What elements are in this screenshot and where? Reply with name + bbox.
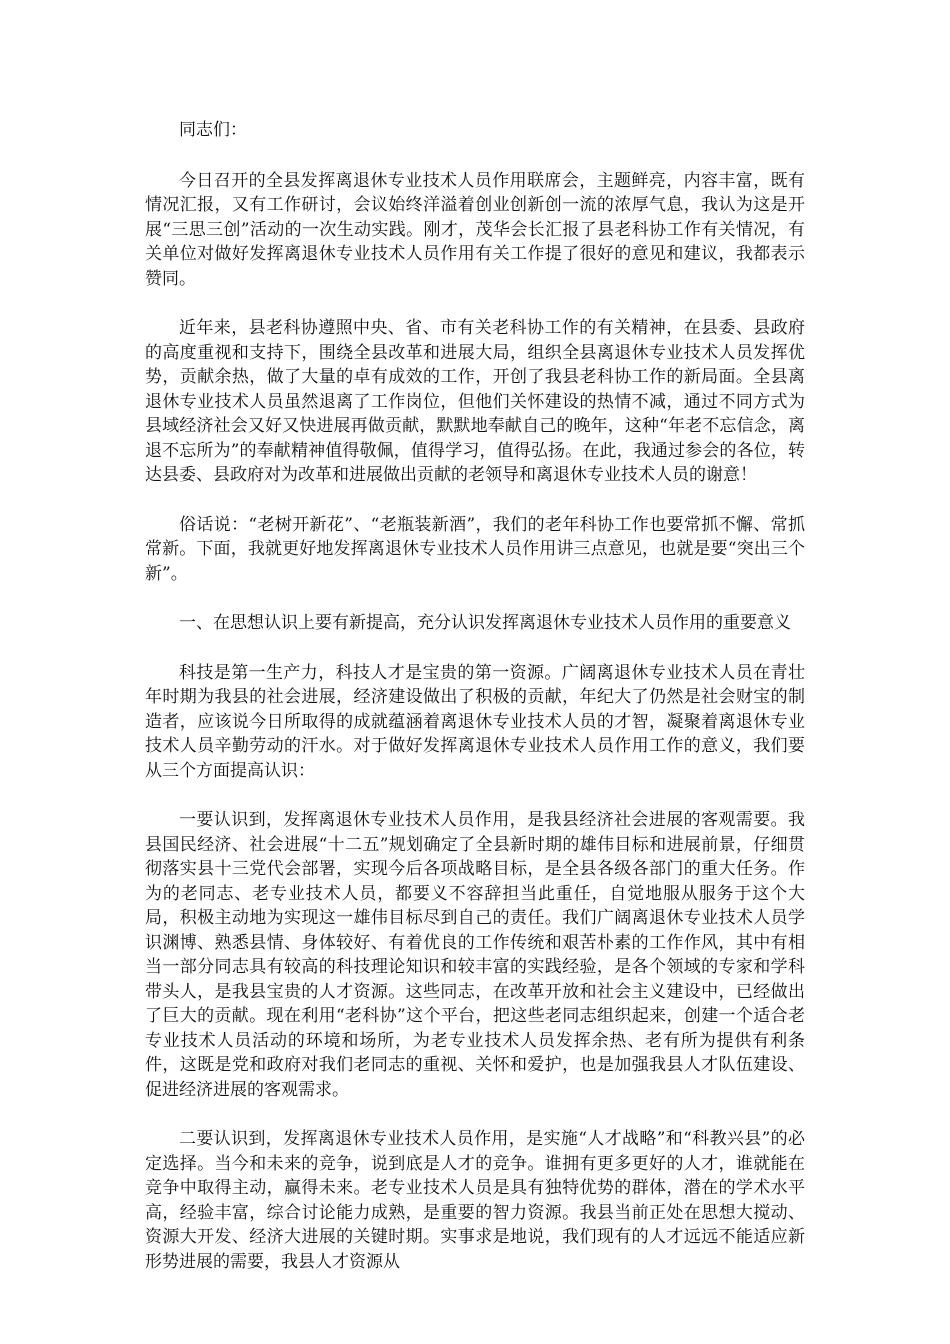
section-heading-one: 一、在思想认识上要有新提高，充分认识发挥离退休专业技术人员作用的重要意义 xyxy=(179,613,791,633)
salutation: 同志们： xyxy=(179,120,247,140)
paragraph-science-talent: 科技是第一生产力，科技人才是宝贵的第一资源。广阔离退休专业技术人员在青壮年时期为我县的社会进展，经济建设做出了积极的贡献，年纪大了仍然是社会财宝的制造者，应该说今日所取得的成就蕴涵着离退休专业技术人员的才智，凝聚着离退休专业技术人员辛勤劳动的汗水。对于做好发挥离退休专业技术人员作用工作的意义，我们要从三个方面提高认识： xyxy=(145,662,805,781)
paragraph-opening: 今日召开的全县发挥离退休专业技术人员作用联席会，主题鲜亮，内容丰富，既有情况汇报，又有工作研讨，会议始终洋溢着创业创新创一流的浓厚气息，我认为这是开展“三思三创”活动的一次生动实践。刚才，茂华会长汇报了县老科协工作有关情况，有关单位对做好发挥离退休专业技术人员作用有关工作提了很好的意见和建议，我都表示赞同。 xyxy=(145,170,805,289)
paragraph-first-recognition: 一要认识到，发挥离退休专业技术人员作用，是我县经济社会进展的客观需要。我县国民经济、社会进展“十二五”规划确定了全县新时期的雄伟目标和进展前景，仔细贯彻落实县十三党代会部署，实现今后各项战略目标，是全县各级各部门的重大任务。作为的老同志、老专业技术人员，都要义不容辞担当此重任，自觉地服从服务于这个大局，积极主动地为实现这一雄伟目标尽到自己的责任。我们广阔离退休专业技术人员学识渊博、熟悉县情、身体较好、有着优良的工作传统和艰苦朴素的工作作风，其中有相当一部分同志具有较高的科技理论知识和较丰富的实践经验，是各个领域的专家和学科带头人，是我县宝贵的人才资源。这些同志，在改革开放和社会主义建设中，已经做出了巨大的贡献。现在利用“老科协”这个平台，把这些老同志组织起来，创建一个适合老专业技术人员活动的环境和场所，为老专业技术人员发挥余热、老有所为提供有利条件，这既是党和政府对我们老同志的重视、关怀和爱护，也是加强我县人才队伍建设、促进经济进展的客观需求。 xyxy=(145,810,805,1100)
paragraph-second-recognition: 二要认识到，发挥离退休专业技术人员作用，是实施“人才战略”和“科教兴县”的必定选择。当今和未来的竞争，说到底是人才的竞争。谁拥有更多更好的人才，谁就能在竞争中取得主动，赢得未来。老专业技术人员是具有独特优势的群体，潜在的学术水平高，经验丰富，综合讨论能力成熟，是重要的智力资源。我县当前正处在思想大搅动、资源大开发、经济大进展的关键时期。实事求是地说，我们现有的人才远远不能适应新形势进展的需要，我县人才资源从 xyxy=(145,1129,805,1272)
paragraph-recent-years: 近年来，县老科协遵照中央、省、市有关老科协工作的有关精神，在县委、县政府的高度重视和支持下，围绕全县改革和进展大局，组织全县离退休专业技术人员发挥优势，贡献余热，做了大量的卓有成效的工作，开创了我县老科协工作的新局面。全县离退休专业技术人员虽然退离了工作岗位，但他们关怀建设的热情不减，通过不同方式为县域经济社会又好又快进展再做贡献，默默地奉献自己的晚年，这种“年老不忘信念，离退不忘所为”的奉献精神值得敬佩，值得学习，值得弘扬。在此，我通过参会的各位，转达县委、县政府对为改革和进展做出贡献的老领导和离退休专业技术人员的谢意！ xyxy=(145,318,805,485)
paragraph-proverb: 俗话说：“老树开新花”、“老瓶装新酒”，我们的老年科协工作也要常抓不懈、常抓常新。下面，我就更好地发挥离退休专业技术人员作用讲三点意见，也就是要“突出三个新”。 xyxy=(145,514,805,584)
document-body xyxy=(145,118,805,1299)
